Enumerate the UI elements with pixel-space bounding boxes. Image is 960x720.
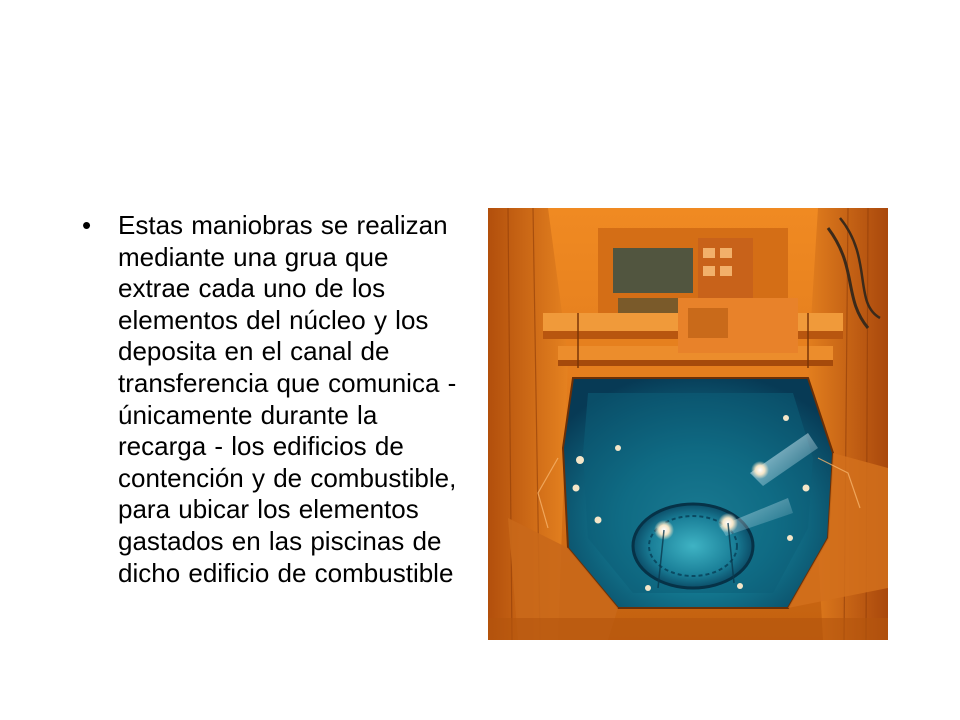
bullet-list xyxy=(78,210,458,589)
reactor-pool-illustration xyxy=(488,208,888,640)
bullet-text: Estas maniobras se realizan mediante una grua que extrae cada uno de los elementos del núcleo y los deposita en el canal de transferencia que comunica - únicamente durante la recarga - los edificios de contención y de combustible, para ubicar los elementos gastados en las piscinas de dicho edificio de combustible xyxy=(118,210,457,588)
bullet-dot-icon: • xyxy=(82,210,92,240)
bullet-item xyxy=(78,210,458,589)
reactor-pool-photo xyxy=(488,208,888,640)
